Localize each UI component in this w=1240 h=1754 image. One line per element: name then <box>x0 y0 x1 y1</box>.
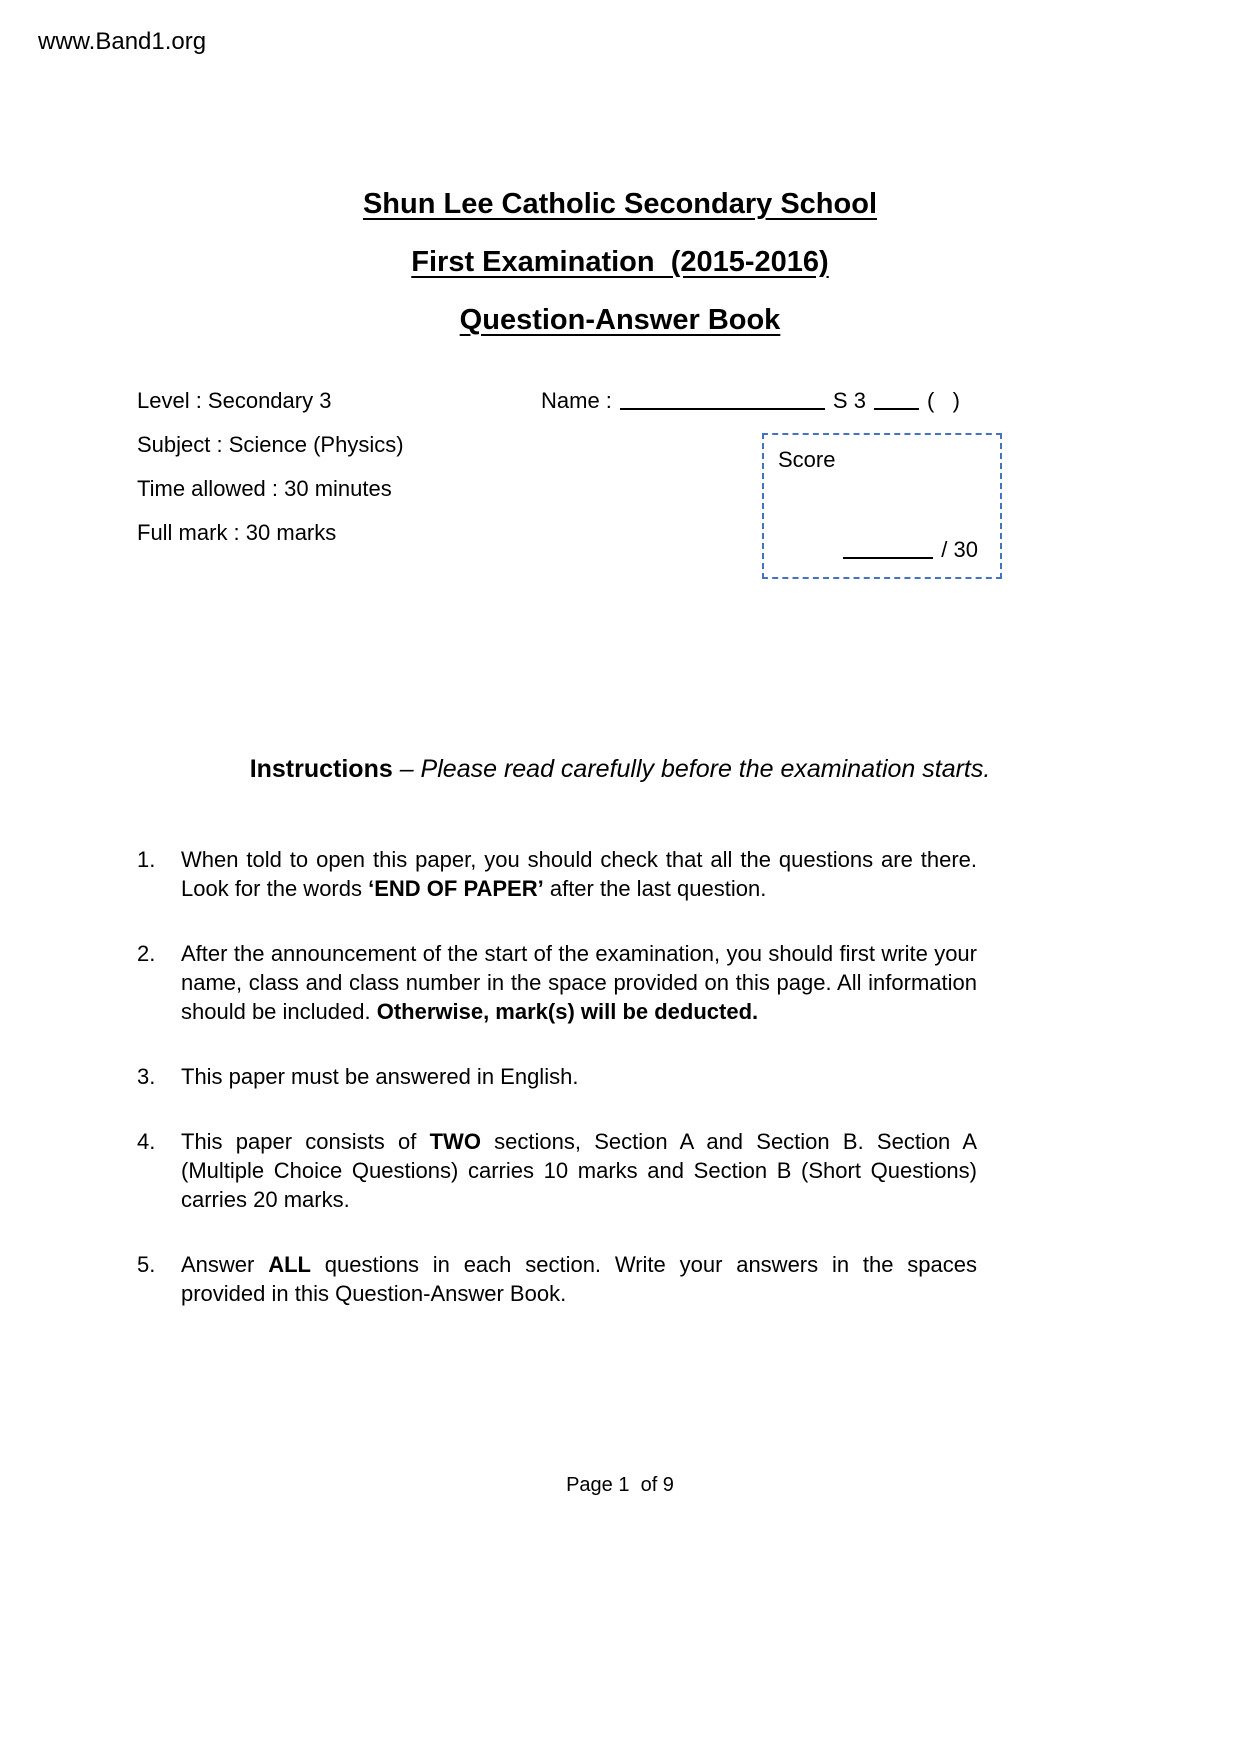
school-title: Shun Lee Catholic Secondary School <box>362 188 878 220</box>
watermark: www.Band1.org <box>38 28 207 55</box>
book-title: Question-Answer Book <box>459 304 781 336</box>
instruction-item-3 <box>137 1062 977 1091</box>
instruction-number: 3. <box>137 1064 156 1089</box>
name-row <box>541 390 960 412</box>
name-blank-line <box>620 390 825 410</box>
instructions-list <box>137 845 977 1344</box>
instruction-text: This paper must be answered in English. <box>181 1064 579 1089</box>
score-total <box>843 537 978 563</box>
score-label: Score <box>778 447 836 472</box>
level-info: Level : Secondary 3 <box>137 388 332 413</box>
class-prefix: S 3 <box>832 388 866 413</box>
instruction-item-4 <box>137 1127 977 1214</box>
instructions-heading-bold: Instructions <box>249 755 393 783</box>
class-blank-line <box>874 390 919 410</box>
instructions-heading <box>0 755 1240 784</box>
name-label: Name : <box>541 388 612 413</box>
score-blank-line <box>843 539 933 559</box>
instruction-number: 4. <box>137 1129 156 1154</box>
title-block <box>0 188 1240 362</box>
instruction-text: When told to open this paper, you should check that all the questions are there. Look for the words ‘END OF PAPER’ after the last question. <box>181 847 977 901</box>
full-mark-info: Full mark : 30 marks <box>137 520 337 545</box>
subject-info: Subject : Science (Physics) <box>137 432 404 457</box>
instruction-text: Answer ALL questions in each section. Write your answers in the spaces provided in this Question-Answer Book. <box>181 1252 977 1306</box>
instruction-number: 5. <box>137 1252 156 1277</box>
page-number: Page 1 of 9 <box>566 1474 674 1496</box>
exam-title: First Examination (2015-2016) <box>411 246 829 278</box>
instruction-item-5 <box>137 1250 977 1308</box>
instruction-text: After the announcement of the start of the examination, you should first write your name, class and class number in the space provided on this page. All information should be included. Otherwise, mark(s) will be deducted. <box>181 941 977 1024</box>
score-total-label: / 30 <box>941 537 978 562</box>
instruction-number: 1. <box>137 847 156 872</box>
exam-info-block <box>137 390 404 566</box>
instruction-item-2 <box>137 939 977 1026</box>
instruction-item-1 <box>137 845 977 903</box>
score-box <box>762 433 1002 579</box>
instructions-heading-italic: – Please read carefully before the examination starts. <box>392 755 991 783</box>
instruction-text: This paper consists of TWO sections, Section A and Section B. Section A (Multiple Choice Questions) carries 10 marks and Section B (Short Questions) carries 20 marks. <box>181 1129 977 1212</box>
class-number-brackets: ( ) <box>926 388 960 413</box>
instruction-number: 2. <box>137 941 156 966</box>
time-allowed-info: Time allowed : 30 minutes <box>137 476 392 501</box>
